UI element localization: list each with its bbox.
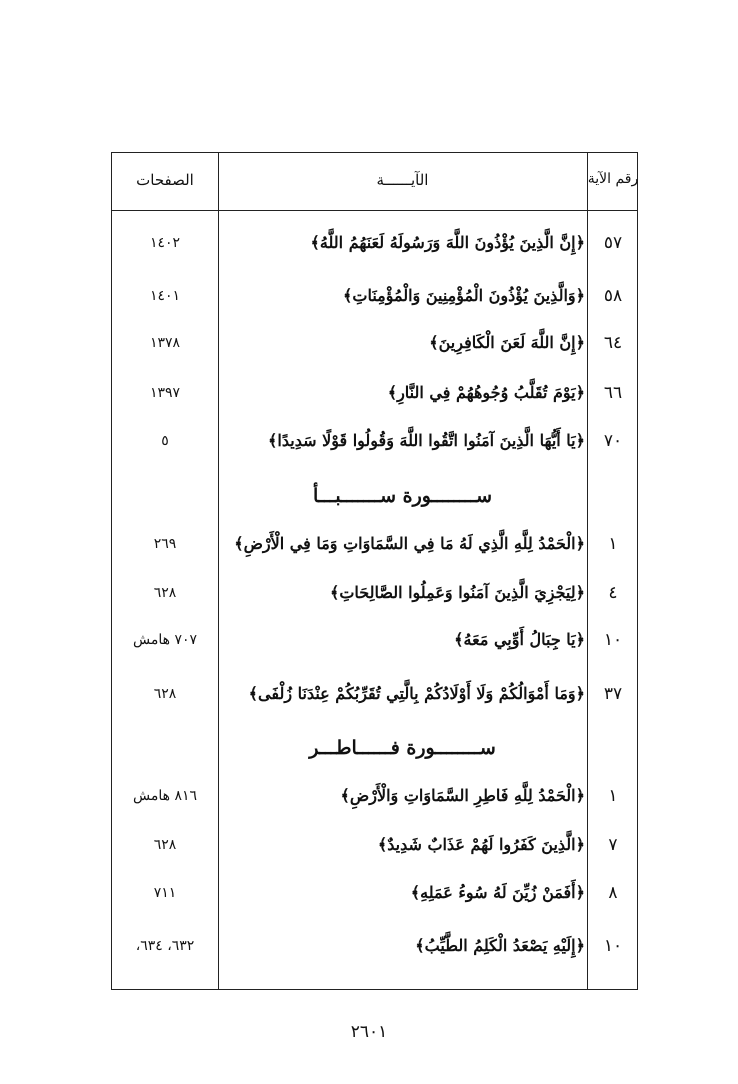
verse-text: ﴿إِنَّ اللَّهَ لَعَنَ الْكَافِرِينَ﴾ [429,333,585,352]
verse-number: ٨ [608,883,618,903]
verse-number: ٥٧ [603,233,623,253]
page-ref: ٨١٦ هامش [132,788,197,804]
verse-number: ٥٨ [603,286,623,306]
index-table [111,152,638,990]
page-ref: ٦٢٨ [153,585,177,601]
page-ref: ٧١١ [153,885,177,901]
column-divider [218,153,219,989]
verse-text: ﴿الْحَمْدُ لِلَّهِ الَّذِي لَهُ مَا فِي السَّمَاوَاتِ وَمَا فِي الْأَرْضِ﴾ [234,534,585,553]
verse-text: ﴿الَّذِينَ كَفَرُوا لَهُمْ عَذَابٌ شَدِيدٌ﴾ [377,835,585,854]
verse-number: ١ [608,786,618,806]
page-ref: ١٤٠٢ [149,235,181,251]
verse-number: ٦٦ [603,383,623,403]
verse-number: ٧٠ [603,431,623,451]
verse-number: ١ [608,534,618,554]
verse-text: ﴿إِلَيْهِ يَصْعَدُ الْكَلِمُ الطَّيِّبُ﴾ [415,936,585,955]
header-pages: الصفحات [136,171,194,189]
table-row [112,426,637,456]
verse-number: ١٠ [603,630,623,650]
table-row [112,679,637,709]
verse-number: ٣٧ [603,684,623,704]
verse-number: ٧ [608,835,618,855]
page-ref: ٧٠٧ هامش [132,632,197,648]
table-row [112,328,637,358]
page-ref: ١٣٩٧ [149,385,181,401]
table-row [112,228,637,258]
verse-text: ﴿أَفَمَنْ زُيِّنَ لَهُ سُوءُ عَمَلِهِ﴾ [410,883,585,902]
header-verse-number: رقم الآية [587,171,639,187]
verse-text: ﴿يَا جِبَالُ أَوِّبِي مَعَهُ﴾ [454,630,585,649]
verse-text: ﴿وَالَّذِينَ يُؤْذُونَ الْمُؤْمِنِينَ وَالْمُؤْمِنَاتِ﴾ [343,286,585,305]
table-row [112,781,637,811]
table-row [112,378,637,408]
table-row [112,529,637,559]
verse-number: ٤ [608,583,618,603]
page-ref: ٦٣٢، ٦٣٤، [135,938,195,954]
verse-text: ﴿الْحَمْدُ لِلَّهِ فَاطِرِ السَّمَاوَاتِ وَالْأَرْضِ﴾ [340,786,585,805]
header-divider [112,210,637,211]
page-ref: ١٣٧٨ [149,335,181,351]
table-row [112,931,637,961]
verse-number: ٦٤ [603,333,623,353]
table-row [112,578,637,608]
table-row [112,830,637,860]
verse-text: ﴿إِنَّ الَّذِينَ يُؤْذُونَ اللَّهَ وَرَسُولَهُ لَعَنَهُمُ اللَّهُ﴾ [310,233,585,252]
verse-number: ١٠ [603,936,623,956]
page-ref: ٢٦٩ [153,536,177,552]
header-verse: الآيــــــة [376,171,429,189]
page-ref: ٥ [161,433,169,449]
column-divider [587,153,588,989]
table-row [112,878,637,908]
table-row [112,625,637,655]
page-ref: ١٤٠١ [149,288,181,304]
verse-text: ﴿يَوْمَ تُقَلَّبُ وُجُوهُهُمْ فِي النَّارِ﴾ [387,383,585,402]
surah-heading: ســــــــورة ســـــــبـــأ [312,485,493,507]
verse-text: ﴿يَا أَيُّهَا الَّذِينَ آمَنُوا اتَّقُوا اللَّهَ وَقُولُوا قَوْلًا سَدِيدًا﴾ [268,431,585,450]
verse-text: ﴿لِيَجْزِيَ الَّذِينَ آمَنُوا وَعَمِلُوا الصَّالِحَاتِ﴾ [329,583,585,602]
surah-heading: ســــــــورة فــــــاطـــر [309,737,496,759]
table-row [112,281,637,311]
verse-text: ﴿وَمَا أَمْوَالُكُمْ وَلَا أَوْلَادُكُمْ بِالَّتِي تُقَرِّبُكُمْ عِنْدَنَا زُلْفَى﴾ [248,684,585,703]
page-ref: ٦٢٨ [153,686,177,702]
page-ref: ٦٢٨ [153,837,177,853]
page-number: ٢٦٠١ [350,1022,388,1042]
